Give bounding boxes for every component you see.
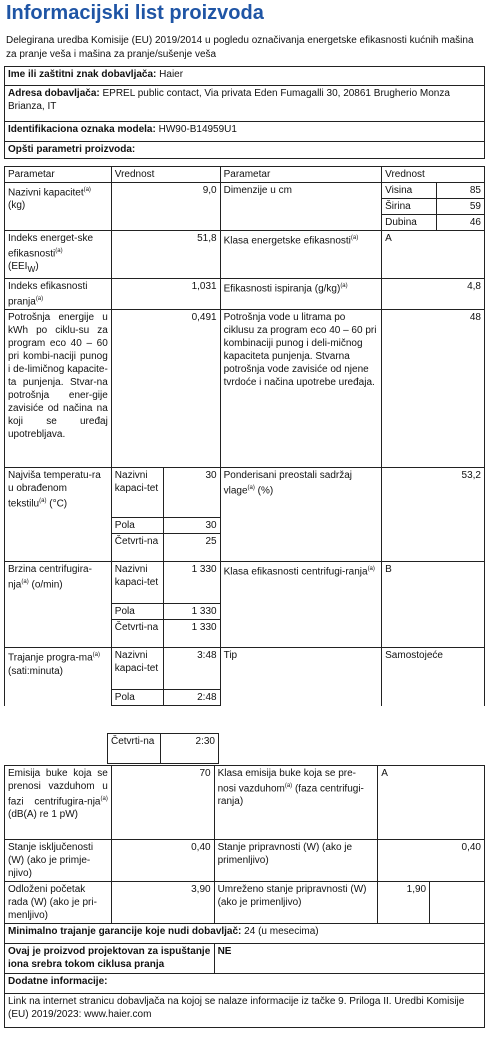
standby-value: 0,40 (378, 840, 485, 882)
col-header-value-2: Vrednost (382, 167, 485, 183)
eei-value: 51,8 (111, 231, 220, 279)
spin-half-value: 1 330 (163, 604, 220, 620)
water-consumption-label: Potrošnja vode u litrama po ciklusu za program eco 40 – 60 pri kombinaciji punog i deli-mičnog kapaciteta punjenja. Stvarna potrošnja vode zavisiće od njene tvrdoće i načina upotrebe uređaja. (220, 310, 382, 468)
depth-label: Dubina (382, 215, 437, 231)
general-params-row: Opšti parametri proizvoda: (5, 142, 485, 159)
eei-label: Indeks energet-ske efikasnosti$^{(a)}$ $(EEI_W)$ (5, 231, 112, 279)
params-table (4, 166, 485, 706)
height-value: 85 (437, 183, 485, 199)
width-label: Širina (382, 199, 437, 215)
spin-rated-label: Nazivni kapaci-tet (111, 562, 163, 604)
page-title: Informacijski list proizvoda (6, 2, 264, 24)
delay-label: Odloženi početak rada (W) (ako je pri-menljivo) (5, 882, 112, 924)
spin-class-label: Klasa efikasnosti centrifugi-ranja$^{(a)}$ (220, 562, 382, 648)
energy-class-value: A (382, 231, 485, 279)
rinse-value: 4,8 (382, 279, 485, 310)
duration-half-label: Pola (111, 690, 163, 706)
height-label: Visina (382, 183, 437, 199)
energy-consumption-value: 0,491 (111, 310, 220, 468)
spin-half-label: Pola (111, 604, 163, 620)
silver-label: Ovaj je proizvod projektovan za ispuštanje iona srebra tokom ciklusa pranja (5, 944, 215, 974)
depth-value: 46 (437, 215, 485, 231)
wash-index-label: Indeks efikasnosti pranja$^{(a)}$ (5, 279, 112, 310)
delay-value: 3,90 (111, 882, 214, 924)
network-value: 1,90 (378, 882, 430, 924)
moisture-label: Ponderisani preostali sadržaj vlage$^{(a)}$ (%) (220, 468, 382, 562)
noise-value: 70 (111, 766, 214, 840)
silver-value: NE (214, 944, 484, 974)
spin-class-value: B (382, 562, 485, 648)
dimensions-label: Dimenzije u cm (220, 183, 382, 231)
width-value: 59 (437, 199, 485, 215)
max-temp-half-label: Pola (111, 518, 163, 534)
additional-info-label: Dodatne informacije: (5, 974, 485, 994)
col-header-param: Parametar (5, 167, 112, 183)
max-temp-rated-value: 30 (163, 468, 220, 518)
network-label: Umreženo stanje pripravnosti (W) (ako je primenljivo) (214, 882, 378, 924)
noise-label: Emisija buke koja se prenosi vazduhom u fazi centrifugira-nja$^{(a)}$ (dB(A) re 1 pW) (5, 766, 112, 840)
max-temp-rated-label: Nazivni kapaci-tet (111, 468, 163, 518)
duration-label: Trajanje progra-$ma^{(a)}$ (sati:minuta) (5, 648, 112, 706)
noise-class-label: Klasa emisija buke koja se pre-nosi vazduhom$^{(a)}$ (faza centrifugi-ranja) (214, 766, 378, 840)
spin-speed-label: Brzina centrifugira-nja$^{(a)}$ (o/min) (5, 562, 112, 648)
intro-text: Delegirana uredba Komisije (EU) 2019/2014 u pogledu označivanja energetske efikasnosti kućnih mašina za pranje veša i mašina za pranje/sušenje veša (6, 35, 474, 60)
max-temp-quarter-label: Četvrti-na (111, 534, 163, 562)
supplier-link[interactable]: www.haier.com (84, 1009, 152, 1020)
off-mode-label: Stanje isključenosti (W) (ako je primje-njivo) (5, 840, 112, 882)
off-mode-value: 0,40 (111, 840, 214, 882)
capacity-value: 9,0 (111, 183, 220, 231)
duration-rated-label: Nazivni kapaci-tet (111, 648, 163, 690)
model-row: Identifikaciona oznaka modela: HW90-B14959U1 (5, 122, 485, 142)
type-value: Samostojeće (382, 648, 485, 706)
standby-label: Stanje pripravnosti (W) (ako je primenljivo) (214, 840, 378, 882)
spin-rated-value: 1 330 (163, 562, 220, 604)
max-temp-quarter-value: 25 (163, 534, 220, 562)
spin-quarter-label: Četvrti-na (111, 620, 163, 648)
type-label: Tip (220, 648, 382, 706)
wash-index-value: 1,031 (111, 279, 220, 310)
rinse-label: Efikasnosti ispiranja $(g/kg)^{(a)}$ (220, 279, 382, 310)
max-temp-half-value: 30 (163, 518, 220, 534)
supplier-name-row: Ime ili zaštitni znak dobavljača: Haier (5, 67, 485, 86)
duration-rated-value: 3:48 (163, 648, 220, 690)
capacity-label: Nazivni kapacitet$^{(a)}$ (kg) (5, 183, 112, 231)
warranty-row: Minimalno trajanje garancije koje nudi dobavljač: 24 (u mesecima) (5, 924, 485, 944)
duration-quarter-label: Četvrti-na (108, 734, 161, 764)
water-consumption-value: 48 (382, 310, 485, 468)
max-temp-label: Najviša temperatu-ra u obrađenom tekstilu$^{(a)}$ (°C) (5, 468, 112, 562)
link-row: Link na internet stranicu dobavljača na kojoj se nalaze informacije iz tačke 9. Priloga II. Uredbi Komisije (EU) 2019/2023: www.haier.com (5, 994, 485, 1028)
duration-half-value: 2:48 (163, 690, 220, 706)
duration-quarter-value: 2:30 (161, 734, 219, 764)
energy-class-label: Klasa energetske efikasnosti$^{(a)}$ (220, 231, 382, 279)
noise-class-value: A (378, 766, 485, 840)
network-empty (430, 882, 485, 924)
supplier-address-row: Adresa dobavljača: EPREL public contact, Via privata Eden Fumagalli 30, 20861 Brugherio Monza Brianza, IT (5, 86, 485, 122)
moisture-value: 53,2 (382, 468, 485, 562)
supplier-table (4, 66, 485, 159)
col-header-param-2: Parametar (220, 167, 382, 183)
duration-quarter-table (107, 733, 219, 764)
params-table-2 (4, 765, 485, 1028)
energy-consumption-label: Potrošnja energije u kWh po ciklu-su za program eco 40 – 60 pri kombi-naciji punog i de-limičnog kapacite-ta punjenja. Stvar-na potrošnja ener-gije zavisiće od načina na koji se uređaj upotrebljava. (5, 310, 112, 468)
col-header-value: Vrednost (111, 167, 220, 183)
spin-quarter-value: 1 330 (163, 620, 220, 648)
